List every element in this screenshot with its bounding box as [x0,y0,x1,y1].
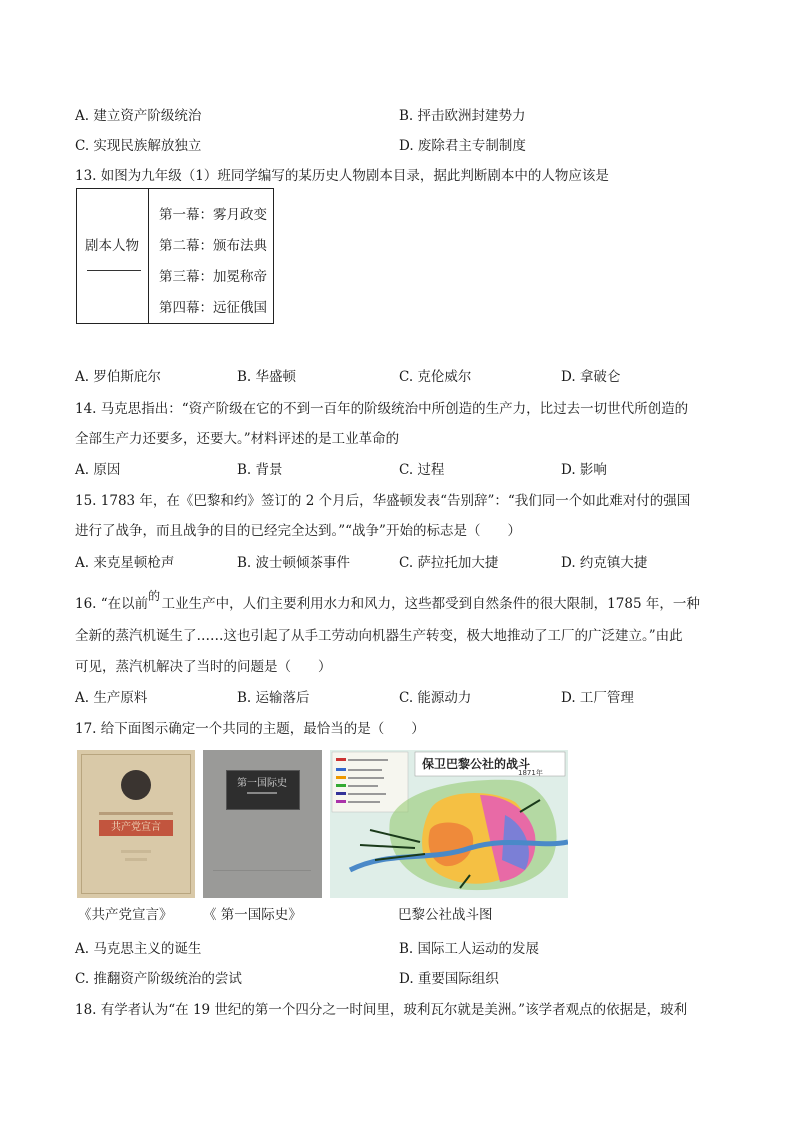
q14-option-b: B. 背景 [237,462,283,478]
q16-line-2: 全新的蒸汽机诞生了……这也引起了从手工劳动向机器生产转变，极大地推动了工厂的广泛建立。”由此 [75,628,683,644]
q12-option-c: C. 实现民族解放独立 [75,138,202,154]
q17-option-c: C. 推翻资产阶级统治的尝试 [75,971,242,987]
q17-option-b: B. 国际工人运动的发展 [399,941,540,957]
q16-option-b: B. 运输落后 [237,690,310,706]
q16-line-1 [75,589,700,612]
q15-option-a: A. 来克星顿枪声 [75,555,175,571]
book1-title: 共产党宣言 [99,820,173,836]
map-year: 1871年 [518,769,543,777]
caption-first-international: 《 第一国际史》 [203,907,302,923]
q16-ruby-char: 的 [148,589,161,603]
act-3: 第三幕：加冕称帝 [159,269,267,285]
q12-option-d: D. 废除君主专制制度 [399,138,526,154]
q12-option-b: B. 抨击欧洲封建势力 [399,108,526,124]
q16-option-d: D. 工厂管理 [561,690,634,706]
act-1: 第一幕：雾月政变 [159,207,267,223]
q16-line-1-start: 16. “在以前 [75,596,149,612]
q15-option-c: C. 萨拉托加大捷 [399,555,499,571]
q16-option-a: A. 生产原料 [75,690,148,706]
communist-manifesto-cover-image [77,750,195,898]
q14-option-a: A. 原因 [75,462,121,478]
q15-line-2: 进行了战争，而且战争的目的已经完全达到。”“战争”开始的标志是（ ） [75,523,521,539]
q13-option-d: D. 拿破仑 [561,369,621,385]
caption-paris-commune-map: 巴黎公社战斗图 [398,907,493,923]
q12-option-a: A. 建立资产阶级统治 [75,108,202,124]
script-table [76,188,274,324]
q16-option-c: C. 能源动力 [399,690,472,706]
q16-line-3: 可见，蒸汽机解决了当时的问题是（ ） [75,659,332,675]
q13-option-b: B. 华盛顿 [237,369,297,385]
caption-communist-manifesto: 《共产党宣言》 [78,907,173,923]
q15-option-b: B. 波士顿倾茶事件 [237,555,351,571]
script-character-label: 剧本人物 [85,238,139,254]
q15-option-d: D. 约克镇大捷 [561,555,648,571]
q13-option-a: A. 罗伯斯庇尔 [75,369,161,385]
q13-stem: 13. 如图为九年级（1）班同学编写的某历史人物剧本目录，据此判断剧本中的人物应该是 [75,168,609,184]
q14-option-d: D. 影响 [561,462,607,478]
map-title: 保卫巴黎公社的战斗 [422,757,531,771]
q14-option-c: C. 过程 [399,462,445,478]
q16-ruby-wrapper [148,589,162,612]
q14-line-2: 全部生产力还要多，还要大。”材料评述的是工业革命的 [75,431,400,447]
q14-line-1: 14. 马克思指出：“资产阶级在它的不到一百年的阶级统治中所创造的生产力，比过去一切世代所创造的 [75,401,689,417]
q18-line-1: 18. 有学者认为“在 19 世纪的第一个四分之一时间里，玻利瓦尔就是美洲。”该学者观点的依据是，玻利 [75,1002,688,1018]
act-2: 第二幕：颁布法典 [159,238,267,254]
q13-option-c: C. 克伦威尔 [399,369,472,385]
script-acts-list [159,203,267,327]
q17-option-a: A. 马克思主义的诞生 [75,941,202,957]
first-international-cover-image [203,750,322,898]
script-table-left-cell [77,189,149,323]
paris-commune-battle-map [330,750,568,898]
book2-title: 第一国际史 [237,778,287,789]
q17-option-d: D. 重要国际组织 [399,971,499,987]
q16-line-1-rest: 工业生产中，人们主要利用水力和风力，这些都受到自然条件的很大限制，1785 年，一种 [161,596,700,612]
q17-stem: 17. 给下面图示确定一个共同的主题，最恰当的是（ ） [75,721,425,737]
q15-line-1: 15. 1783 年，在《巴黎和约》签订的 2 个月后，华盛顿发表“告别辞”：“我们同一个如此难对付的强国 [75,493,691,509]
portrait-medallion-icon [121,770,151,800]
act-4: 第四幕：远征俄国 [159,300,267,316]
answer-blank [87,270,141,271]
